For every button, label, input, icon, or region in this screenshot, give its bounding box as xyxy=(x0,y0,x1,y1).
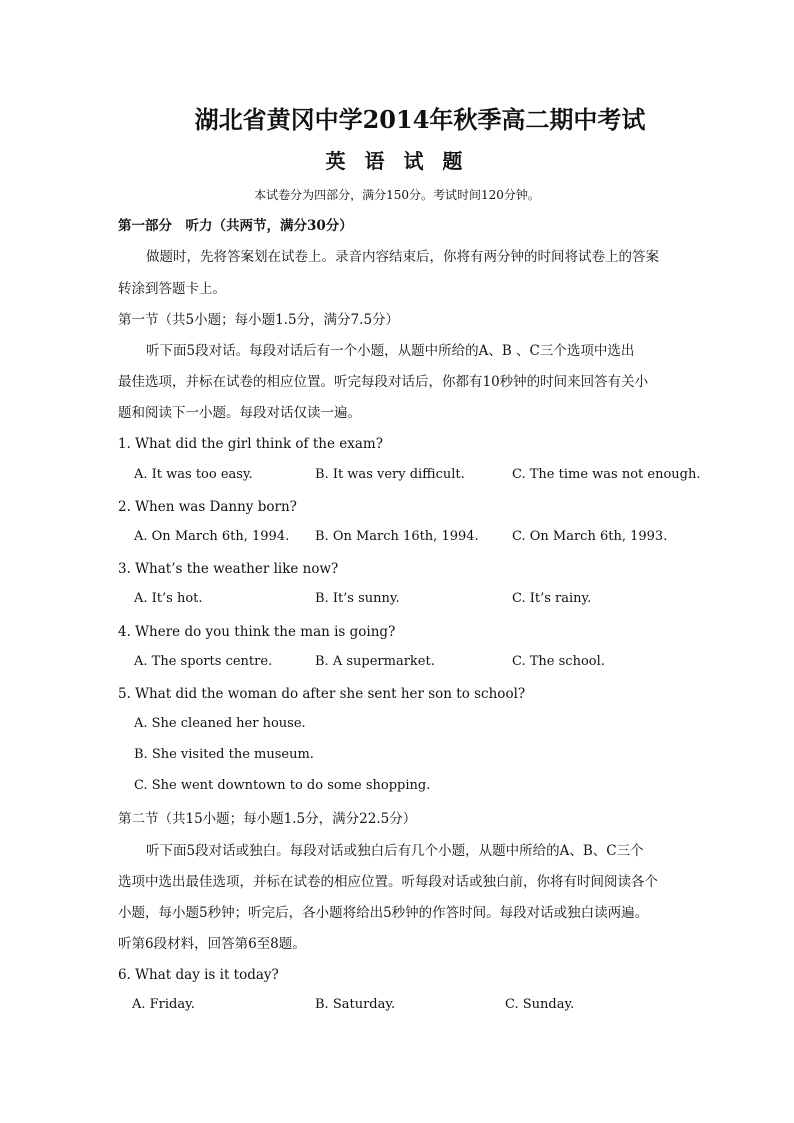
section1-instruction-line: 最佳选项，并标在试卷的相应位置。听完每段对话后，你都有10秒钟的时间来回答有关小 xyxy=(118,374,649,390)
option-b: B. Saturday. xyxy=(315,997,396,1012)
section2-instruction-line: 听下面5段对话或独白。每段对话或独白后有几个小题，从题中所给的A、B、C三个 xyxy=(146,843,644,859)
option-b: B. It was very difficult. xyxy=(315,467,465,482)
option-b: B. She visited the museum. xyxy=(134,747,314,762)
option-a: A. The sports centre. xyxy=(134,654,273,669)
part1-instruction-line: 做题时，先将答案划在试卷上。录音内容结束后，你将有两分钟的时间将试卷上的答案 xyxy=(146,249,659,265)
option-c: C. Sunday. xyxy=(505,997,575,1012)
section2-heading: 第二节（共15小题；每小题1.5分，满分22.5分） xyxy=(118,811,417,827)
option-c: C. The school. xyxy=(512,654,605,669)
part1-heading: 第一部分 听力（共两节，满分30分） xyxy=(118,218,353,234)
option-c: C. It’s rainy. xyxy=(512,591,592,606)
section1-instruction-line: 题和阅读下一小题。每段对话仅读一遍。 xyxy=(118,405,361,421)
question-text: 3. What’s the weather like now? xyxy=(118,561,339,577)
section1-instruction-line: 听下面5段对话。每段对话后有一个小题，从题中所给的A、B 、C三个选项中选出 xyxy=(146,343,635,359)
option-a: A. She cleaned her house. xyxy=(134,716,306,731)
option-c: C. On March 6th, 1993. xyxy=(512,529,668,544)
option-a: A. It’s hot. xyxy=(134,591,203,606)
option-c: C. She went downtown to do some shopping. xyxy=(134,778,431,793)
option-b: B. It’s sunny. xyxy=(315,591,400,606)
option-b: B. On March 16th, 1994. xyxy=(315,529,479,544)
page-title: 湖北省黄冈中学2014年秋季高二期中考试 xyxy=(194,105,646,134)
section2-instruction-line: 小题，每小题5秒钟；听完后，各小题将给出5秒钟的作答时间。每段对话或独白读两遍。 xyxy=(118,905,649,921)
question-text: 1. What did the girl think of the exam? xyxy=(118,436,383,452)
option-a: A. It was too easy. xyxy=(134,467,253,482)
page-subtitle: 英 语 试 题 xyxy=(325,149,469,173)
option-b: B. A supermarket. xyxy=(315,654,435,669)
question-text: 6. What day is it today? xyxy=(118,967,279,983)
section1-heading: 第一节（共5小题；每小题1.5分，满分7.5分） xyxy=(118,312,400,328)
question-text: 5. What did the woman do after she sent her son to school? xyxy=(118,686,526,702)
exam-note: 本试卷分为四部分，满分150分。考试时间120分钟。 xyxy=(254,188,540,202)
question-text: 4. Where do you think the man is going? xyxy=(118,624,396,640)
question-text: 2. When was Danny born? xyxy=(118,499,297,515)
option-a: A. Friday. xyxy=(132,997,195,1012)
section2-instruction-line: 选项中选出最佳选项，并标在试卷的相应位置。听每段对话或独白前，你将有时间阅读各个 xyxy=(118,874,658,890)
option-a: A. On March 6th, 1994. xyxy=(134,529,290,544)
part1-instruction-line: 转涂到答题卡上。 xyxy=(118,281,226,297)
option-c: C. The time was not enough. xyxy=(512,467,701,482)
section2-instruction-line: 听第6段材料，回答第6至8题。 xyxy=(118,936,306,952)
